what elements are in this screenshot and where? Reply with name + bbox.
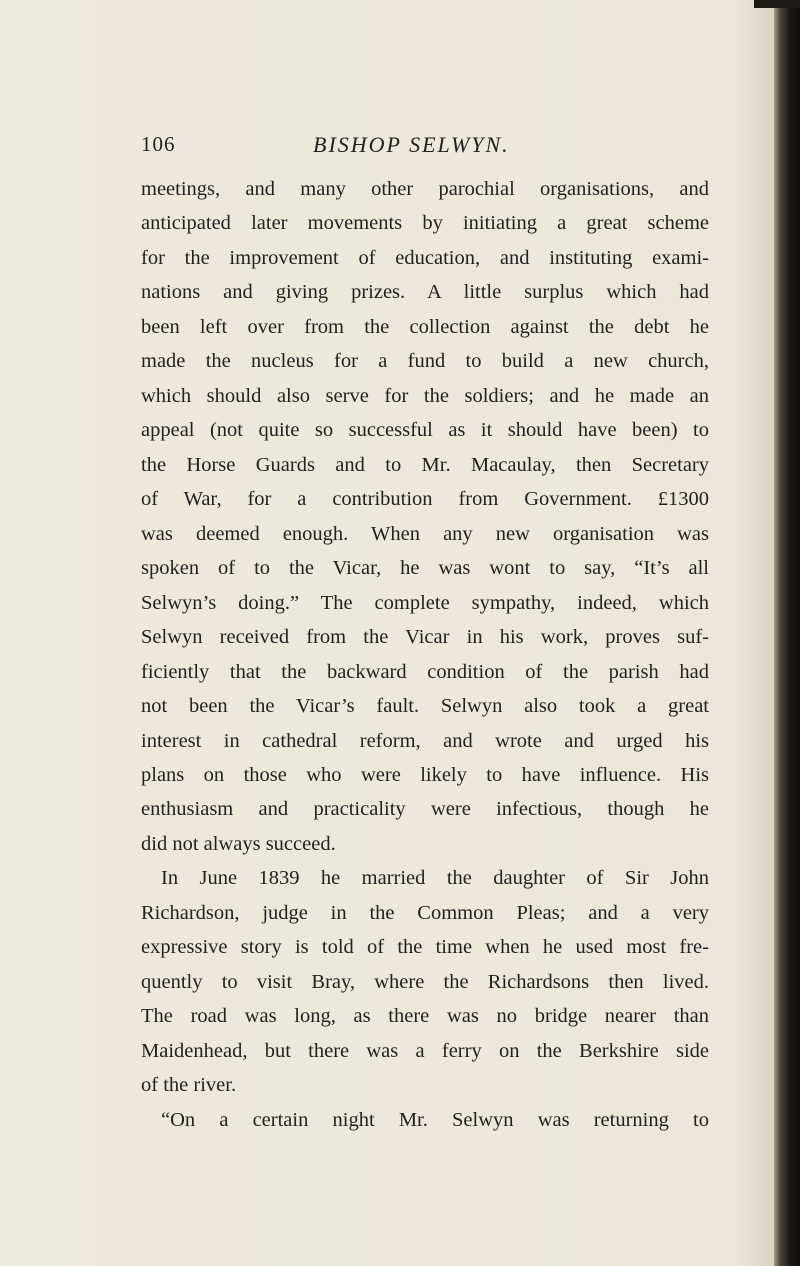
- text-line: Richardson, judge in the Common Pleas; and a very: [141, 901, 709, 924]
- text-line: In June 1839 he married the daughter of Sir John: [161, 867, 709, 890]
- text-line: anticipated later movements by initiating a great scheme: [141, 212, 709, 235]
- text-line: plans on those who were likely to have influence. His: [141, 763, 709, 786]
- text-line: expressive story is told of the time when he used most fre-: [141, 936, 709, 959]
- text-line: Maidenhead, but there was a ferry on the Berkshire side: [141, 1039, 709, 1062]
- text-line: “On a certain night Mr. Selwyn was returning to: [161, 1108, 709, 1131]
- text-line: which should also serve for the soldiers; and he made an: [141, 384, 709, 407]
- text-line: not been the Vicar’s fault. Selwyn also took a great: [141, 695, 709, 718]
- text-line: was deemed enough. When any new organisation was: [141, 522, 709, 545]
- text-line: the Horse Guards and to Mr. Macaulay, then Secretary: [141, 453, 709, 476]
- text-line: The road was long, as there was no bridge nearer than: [141, 1005, 709, 1028]
- text-line: ficiently that the backward condition of the parish had: [141, 660, 709, 683]
- page-corner-shadow: [754, 0, 800, 8]
- text-line: interest in cathedral reform, and wrote and urged his: [141, 729, 709, 752]
- text-line: made the nucleus for a fund to build a new church,: [141, 350, 709, 373]
- page-edge-shadow: [774, 0, 800, 1266]
- text-line: been left over from the collection against the debt he: [141, 315, 709, 338]
- text-line: enthusiasm and practicality were infectious, though he: [141, 798, 709, 821]
- text-line: quently to visit Bray, where the Richardsons then lived.: [141, 970, 709, 993]
- text-line: did not always succeed.: [141, 832, 336, 855]
- text-line: appeal (not quite so successful as it should have been) to: [141, 419, 709, 442]
- page-number: 106: [141, 132, 176, 156]
- text-line: Selwyn’s doing.” The complete sympathy, indeed, which: [141, 591, 709, 614]
- text-line: spoken of to the Vicar, he was wont to say, “It’s all: [141, 557, 709, 580]
- text-line: of the river.: [141, 1074, 237, 1097]
- text-line: nations and giving prizes. A little surplus which had: [141, 281, 709, 304]
- text-line: of War, for a contribution from Government. £1300: [141, 488, 709, 511]
- body-text: [141, 172, 709, 1137]
- running-title: BISHOP SELWYN.: [313, 132, 510, 157]
- text-line: meetings, and many other parochial organisations, and: [141, 178, 709, 200]
- text-line: Selwyn received from the Vicar in his work, proves suf-: [141, 626, 709, 649]
- running-head: [141, 132, 741, 164]
- text-line: for the improvement of education, and instituting exami-: [141, 246, 709, 269]
